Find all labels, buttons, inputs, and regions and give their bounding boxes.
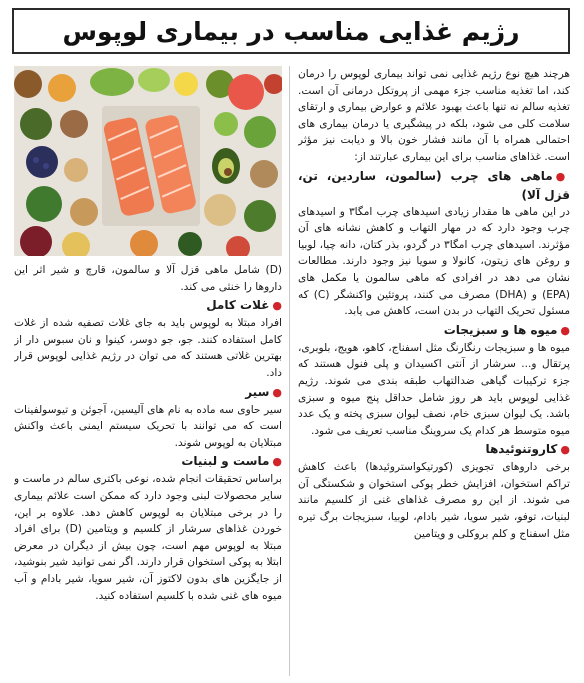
food-photo: [14, 66, 282, 256]
section-heading-fatty-fish: ●ماهی های چرب (سالمون، ساردین، تن، قزل آلا): [298, 168, 570, 202]
column-divider: [289, 66, 290, 676]
section-heading-carotenoids: ●کاروتنوئیدها: [485, 442, 570, 457]
section-body-fatty-fish: در این ماهی ها مقدار زیادی اسیدهای چرب امگا۳ و اسیدهای چرب وجود دارد که در مهار التهاب و کاهش نشانه های آن مؤثرند. اسیدهای چرب امگا۳ در گردو، بذر کتان، دانه چیا، لوبیا و روغن های زیتون، کانولا و سویا نیز وجود دارند. مطالعات نشان می دهد در افرادی که ماهی سالمون یا مکمل های (EPA) و (DHA) مصرف می کنند، پروتئین واکنشگر (C) که مسئول تحریک التهاب در بدن است، کاهش می یابد.: [298, 205, 570, 318]
section-heading-garlic: ●سیر: [245, 384, 282, 399]
right-column: [298, 66, 570, 680]
section-body-dairy: براساس تحقیقات انجام شده، نوعی باکتری سالم در ماست و سایر محصولات لبنی وجود دارد که ممکن است علائم بیماری را در برخی مبتلایان به لوپوس کاهش دهد. علاوه بر این، خوردن غذاهای سرشار از کلسیم و ویتامین (D) برای افراد مبتلا به لوپوس مهم است، چون بیش از دیگران در معرض ابتلا به پوکی استخوان قرار دارند. اگر نمی توانید شیر بنوشید، از جایگزین های بدون لاکتوز آن، شیر سویا، شیر بادام و آب میوه های غنی شده با کلسیم استفاده کنید.: [14, 473, 282, 602]
bullet-icon: ●: [272, 455, 282, 469]
section-heading-vegetables: ●میوه ها و سبزیجات: [443, 322, 570, 337]
bullet-icon: ●: [560, 323, 570, 337]
title-box: [12, 8, 570, 54]
section-body-carotenoids-part1: برخی داروهای تجویزی (کورتیکواستروئیدها) باعث کاهش تراکم استخوان، افزایش خطر پوکی استخوان و شکستگی آن می شوند. از این رو مصرف غذاهای غنی از کلسیم مانند لبنیات، توفو، شیر سویا، شیر بادام، لوبیا، سبزیجات برگ تیره مثل اسفناج و کلم بروکلی و ویتامین: [298, 461, 570, 540]
section-body-garlic: سیر حاوی سه ماده به نام های آلیسین، آجوئن و تیوسولفینات است که می توانند با تحریک سیستم ایمنی باعث واکنش مبتلایان به لوپوس شوند.: [14, 403, 282, 449]
section-heading-whole-grains: ●غلات کامل: [206, 298, 282, 313]
bullet-icon: ●: [555, 169, 570, 183]
bullet-icon: ●: [272, 385, 282, 399]
section-heading-dairy: ●ماست و لبنیات: [181, 454, 282, 469]
intro-paragraph: هرچند هیچ نوع رژیم غذایی نمی تواند بیماری لوپوس را درمان کند، اما تغذیه مناسب جزء مهمی از پروتکل درمانی آن است. تغذیه سالم نه تنها باعث بهبود علائم و عوارض بیماری و ارتقای سلامت کلی می شود، بلکه در پیشگیری یا درمان بیماری های احتمالی همراه با آن مانند فشار خون بالا و دیابت نیز مؤثر است. غذاهای مناسب برای این بیماری عبارتند از:: [298, 68, 570, 163]
bullet-icon: ●: [272, 299, 282, 313]
section-body-vegetables: میوه ها و سبزیجات رنگارنگ مثل اسفناج، کاهو، هویج، بلوبری، پرتقال و... سرشار از آنتی اکسیدان و پلی فنول هستند که جزء ترکیبات گیاهی ضدالتهاب طبقه بندی می شوند. رژیم غذایی لوپوس باید هر روز شامل حداقل پنج میوه و سبزی باشد. یک لیوان سبزی خام، نصف لیوان سبزی پخته و یک عدد میوه متوسط هر کدام یک سروینگ مناسب تعریف می شود.: [298, 341, 570, 437]
section-body-whole-grains: افراد مبتلا به لوپوس باید به جای غلات تصفیه شده از غلات کامل استفاده کنند. جو، جو دوسر، کینوا و نان سبوس دار از بهترین غلاتی هستند که می توان در رژیم غذایی لوپوس قرار داد.: [14, 317, 282, 379]
left-column: [14, 262, 282, 680]
bullet-icon: ●: [560, 443, 570, 457]
page-title: رژیم غذایی مناسب در بیماری لوپوس: [62, 16, 520, 46]
section-body-carotenoids-part2: (D) شامل ماهی قزل آلا و سالمون، قارچ و شیر اثر این داروها را خنثی می کند.: [14, 264, 282, 293]
